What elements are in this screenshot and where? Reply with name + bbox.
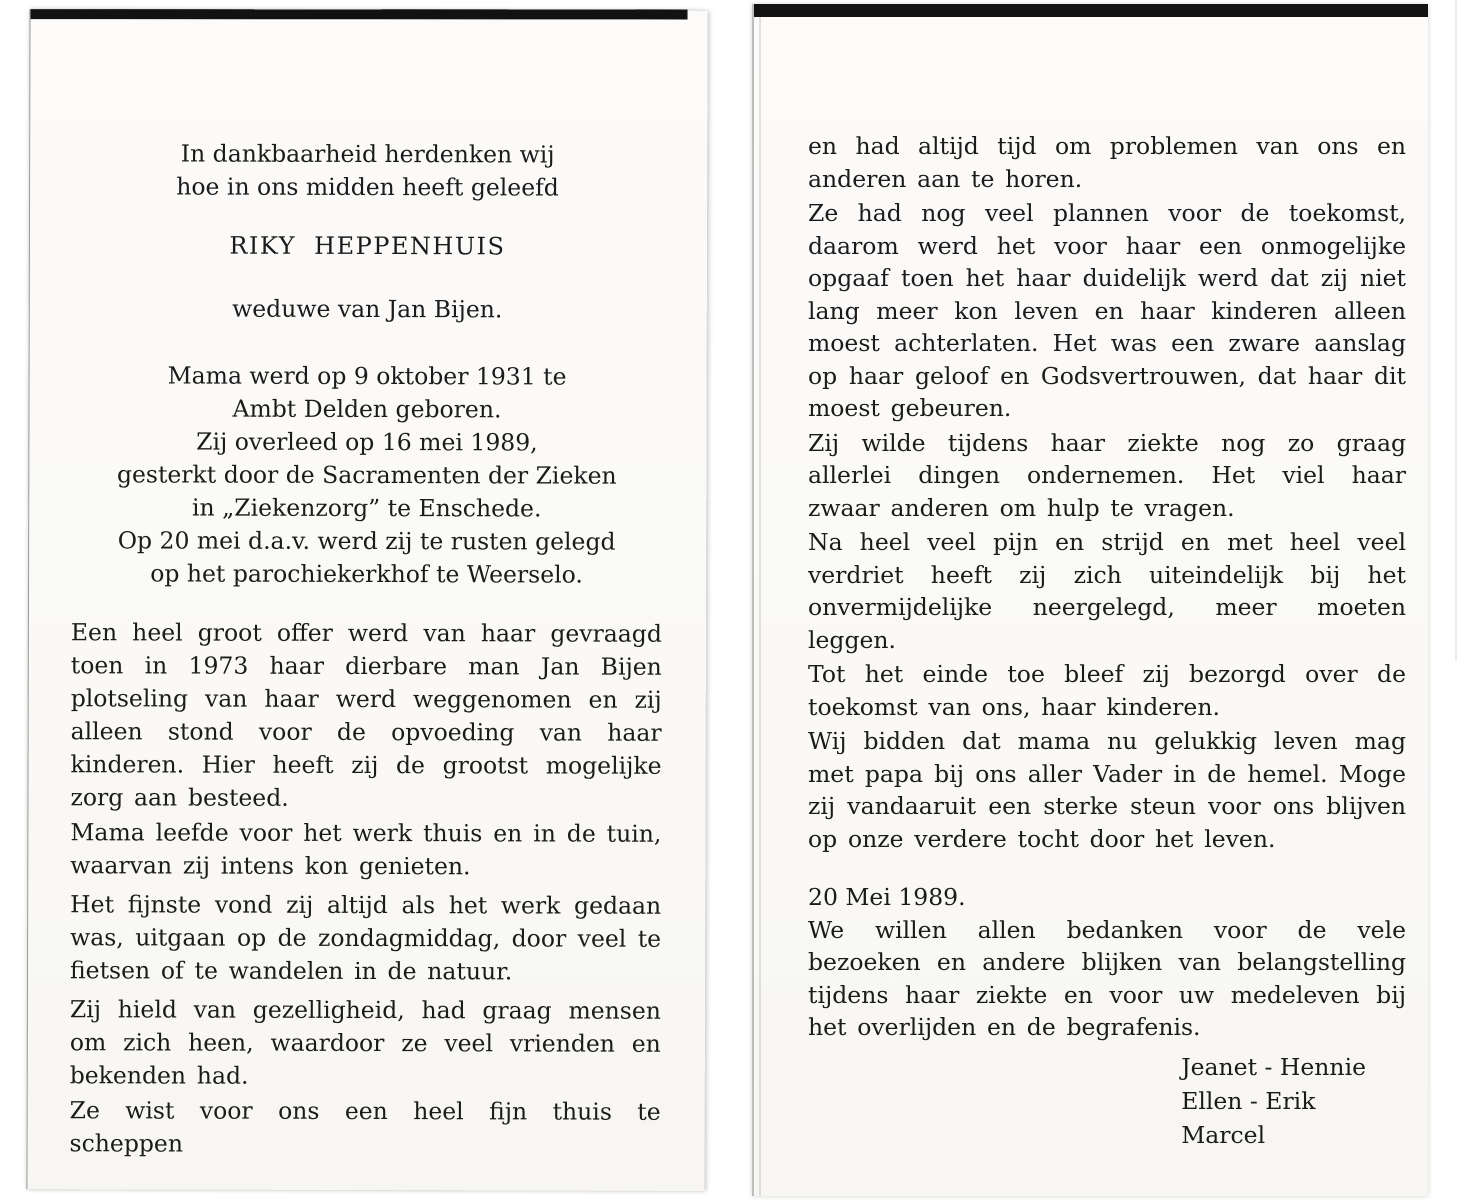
paragraph: Ze had nog veel plannen voor de toekomst, daarom werd het voor haar een onmogelijke opgaaf toen het haar duidelijk werd dat zij niet lang meer kon leven en haar kinderen alleen moest achterlaten. Het was een zware aanslag op haar geloof en Godsvertrouwen, dat haar dit moest gebeuren. [808,199,1406,422]
dates-line: Op 20 mei d.a.v. werd zij te rusten gelegd [117,526,616,556]
paragraph: Een heel groot offer werd van haar gevraagd toen in 1973 haar dierbare man Jan Bijen plotseling van haar werd weggenomen en zij alleen stond voor de opvoeding van haar kinderen. Hier heeft zij de grootst mogelijke zorg aan besteed. [70,618,662,812]
dates-line: Zij overleed op 16 mei 1989, [196,427,538,457]
intro-line: hoe in ons midden heeft geleefd [176,172,559,202]
scan-edge-line [1455,0,1457,660]
intro-line: In dankbaarheid herdenken wij [180,139,555,169]
paragraph: Zij wilde tijdens haar ziekte nog zo graag allerlei dingen ondernemen. Het viel haar zwaar anderen om hulp te vragen. [808,428,1406,522]
paragraph: en had altijd tijd om problemen van ons en anderen aan te horen. [808,132,1406,193]
paragraph: Tot het einde toe bleef zij bezorgd over de toekomst van ons, haar kinderen. [808,660,1406,721]
memorial-card-page-left [26,9,707,1191]
memorial-card-page-right [752,4,1428,1196]
deceased-name: RIKY HEPPENHUIS [229,231,506,261]
paragraph: Na heel veel pijn en strijd en met heel veel verdriet heeft zij zich uiteindelijk bij het onvermijdelijke neergelegd, meer moeten leggen. [808,528,1406,654]
left-page-content [28,9,708,1162]
dates-line: gesterkt door de Sacramenten der Zieken [116,460,617,490]
dates-line: op het parochiekerkhof te Weerselo. [150,559,583,589]
paragraph: Zij hield van gezelligheid, had graag mensen om zich heen, waardoor ze veel vrienden en bekenden had. [69,995,661,1090]
right-page-content [754,4,1428,1152]
signature-line: Ellen - Erik [1181,1086,1316,1115]
life-dates-block [71,359,663,592]
paragraph: Ze wist voor ons een heel fijn thuis te scheppen [69,1096,661,1158]
thanks-paragraph: We willen allen bedanken voor de vele bezoeken en andere blijken van belangstelling tijdens haar ziekte en voor uw medeleven bij het overlijden en de begrafenis. [808,915,1406,1041]
intro-text [72,137,663,205]
dates-line: in „Ziekenzorg” te Enschede. [191,493,542,523]
paragraph: Mama leefde voor het werk thuis en in de tuin, waarvan zij intens kon genieten. [70,818,662,881]
dates-line: Mama werd op 9 oktober 1931 te [167,361,567,391]
dates-line: Ambt Delden geboren. [232,394,502,424]
date-line: 20 Mei 1989. [808,883,966,911]
widow-line: weduwe van Jan Bijen. [232,294,503,324]
signatures-block [1181,1050,1366,1152]
signature-line: Jeanet - Hennie [1181,1052,1366,1081]
paragraph: Het fijnste vond zij altijd als het werk gedaan was, uitgaan op de zondagmiddag, door veel te fietsen of te wandelen in de natuur. [69,890,662,986]
paragraph: Wij bidden dat mama nu gelukkig leven mag met papa bij ons aller Vader in de hemel. Moge zij vandaaruit een sterke steun voor ons blijven op onze verdere tocht door het leven. [808,727,1406,853]
signature-line: Marcel [1181,1120,1266,1149]
